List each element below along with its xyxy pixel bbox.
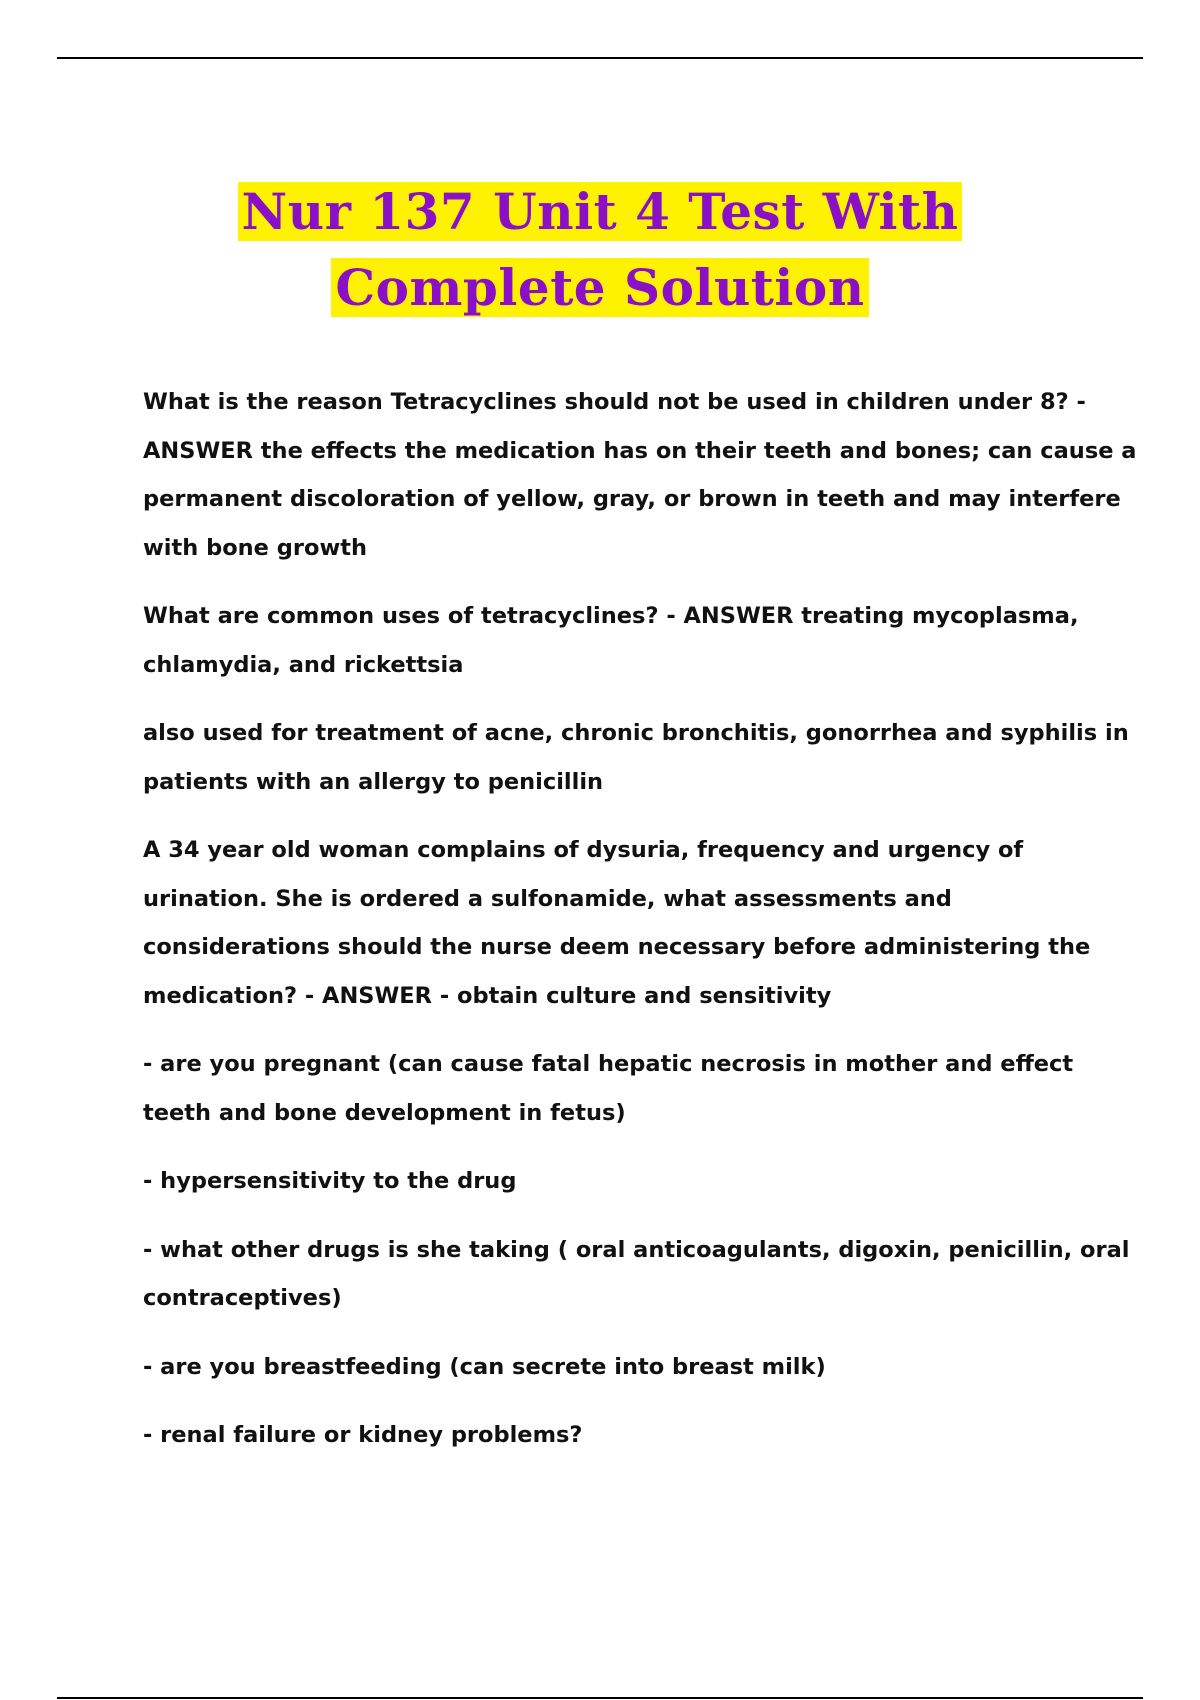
document-body — [143, 378, 1143, 1480]
paragraph: - are you pregnant (can cause fatal hepatic necrosis in mother and effect teeth and bone development in fetus) — [143, 1051, 1074, 1126]
footer-rule — [57, 1697, 1143, 1699]
paragraph: What is the reason Tetracyclines should not be used in children under 8? - ANSWER the effects the medication has on their teeth and bones; can cause a permanent discoloration of yellow, gray, or brown in teeth and may interfere with bone growth — [143, 389, 1137, 561]
paragraph: - hypersensitivity to the drug — [143, 1168, 517, 1194]
paragraph: - what other drugs is she taking ( oral anticoagulants, digoxin, penicillin, oral contraceptives) — [143, 1236, 1130, 1311]
paragraph: - renal failure or kidney problems? — [143, 1422, 583, 1448]
header-rule — [57, 57, 1143, 59]
paragraph: also used for treatment of acne, chronic bronchitis, gonorrhea and syphilis in patients with an allergy to penicillin — [143, 720, 1129, 795]
document-title — [0, 174, 1200, 326]
title-line-2: Complete Solution — [331, 258, 868, 317]
paragraph: A 34 year old woman complains of dysuria, frequency and urgency of urination. She is ordered a sulfonamide, what assessments and considerations should the nurse deem necessary before administering the medication? - ANSWER - obtain culture and sensitivity — [143, 837, 1091, 1009]
paragraph: - are you breastfeeding (can secrete into breast milk) — [143, 1353, 826, 1380]
paragraph: What are common uses of tetracyclines? - ANSWER treating mycoplasma, chlamydia, and rickettsia — [143, 603, 1079, 678]
title-line-1: Nur 137 Unit 4 Test With — [238, 182, 963, 241]
